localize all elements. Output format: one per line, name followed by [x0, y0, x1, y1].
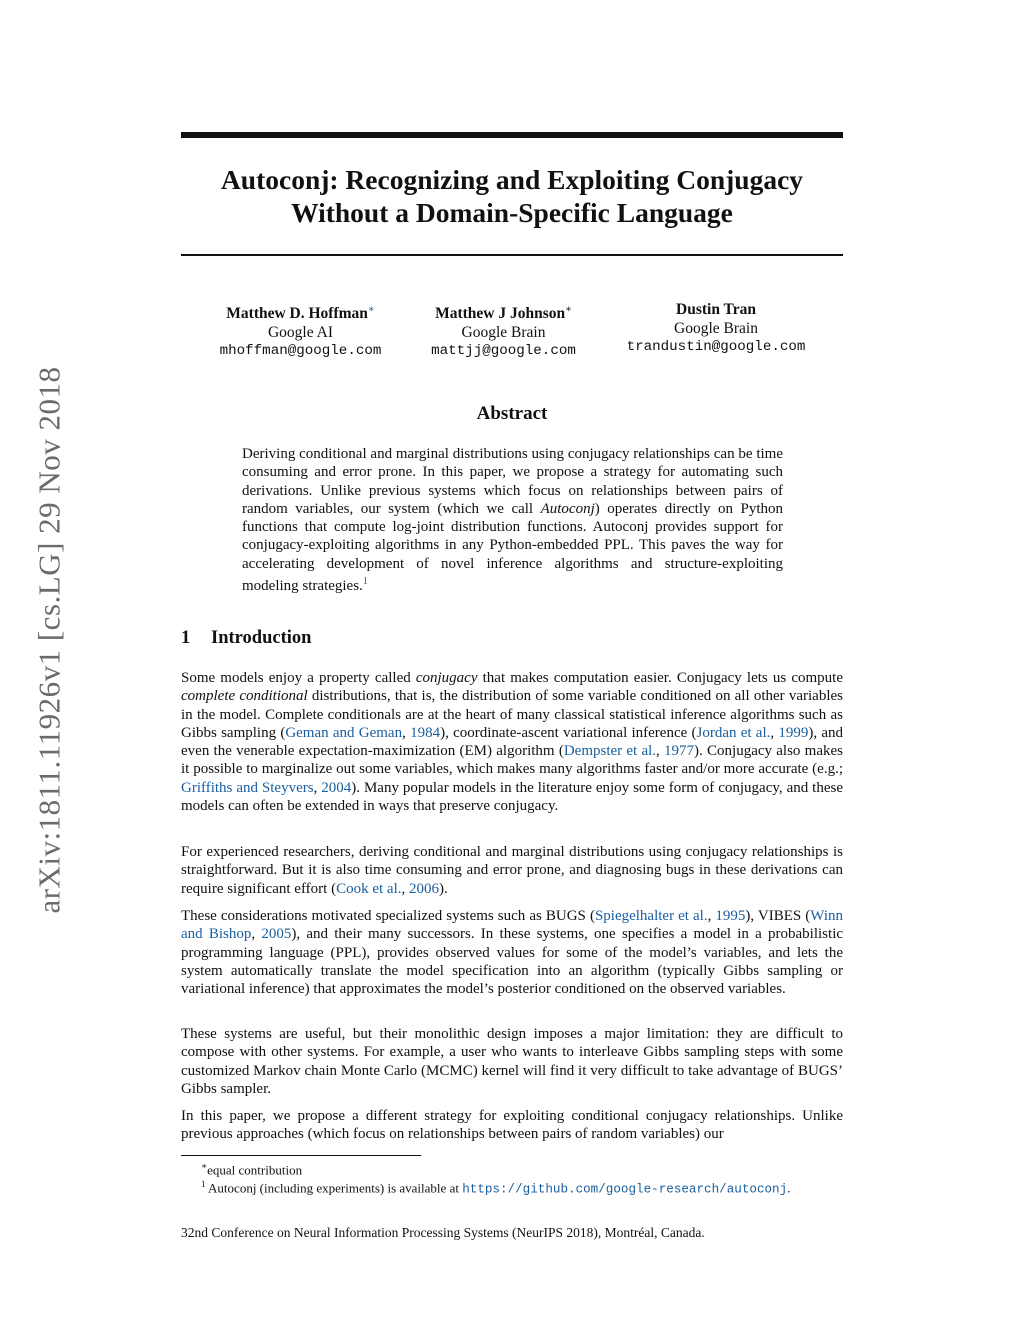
author-name: Dustin Tran	[676, 301, 756, 318]
section-heading-introduction	[181, 628, 311, 649]
author-tran	[611, 300, 821, 357]
author-email: mattjj@google.com	[431, 343, 576, 360]
citation-year-link[interactable]: 1999	[778, 724, 809, 741]
citation-link[interactable]: Dempster et al.	[563, 743, 657, 760]
author-name: Matthew J Johnson∗	[435, 304, 572, 323]
citation-year-link[interactable]: 2005	[261, 926, 292, 943]
author-johnson	[406, 300, 601, 361]
citation-year-link[interactable]: 1995	[715, 908, 746, 924]
citation-link[interactable]: Jordan et al.	[696, 724, 771, 741]
abstract-body: Deriving conditional and marginal distributions using conjugacy relationships can be time consuming and error prone. In this paper, we propose a strategy for automating such derivations. Unlike previous systems which focus on relationships between pairs of random variables, our system (which we call Autoconj) operates directly on Python functions that compute log-joint distribution functions. Autoconj provides support for conjugacy-exploiting algorithms in any Python-embedded PPL. This paves the way for accelerating development of novel inference algorithms and structure-exploiting modeling strategies.$^1$	[242, 446, 783, 595]
citation-year-link[interactable]: 1984	[410, 724, 441, 741]
paper-title	[181, 163, 843, 229]
section-number: 1	[181, 628, 191, 648]
equal-contribution-mark: ∗	[367, 304, 375, 315]
footnote-ref-1[interactable]: 1	[362, 576, 368, 588]
citation-year-link[interactable]: 2004	[321, 779, 352, 796]
author-hoffman	[203, 300, 398, 361]
arxiv-stamp	[30, 330, 70, 950]
equal-contribution-mark: ∗	[565, 304, 572, 315]
footnote-code-availability: $^1$ Autoconj (including experiments) is available at https://github.com/google-research/autoconj.	[201, 1179, 791, 1197]
title-rule-top	[181, 132, 843, 138]
citation-link[interactable]: Griffiths and Steyvers	[181, 779, 314, 796]
author-affiliation: Google AI	[267, 324, 333, 342]
author-email: trandustin@google.com	[626, 339, 806, 355]
citation-year-link[interactable]: 1977	[664, 743, 695, 760]
citation-link[interactable]: Spiegelhalter et al.	[594, 908, 708, 924]
section-title: Introduction	[211, 628, 312, 648]
author-affiliation: Google Brain	[674, 320, 758, 337]
citation-link[interactable]: Winn and Bishop	[181, 908, 844, 943]
author-email: mhoffman@google.com	[219, 343, 382, 360]
author-name: Matthew D. Hoffman∗	[226, 304, 375, 323]
intro-paragraph-2: For experienced researchers, deriving conditional and marginal distributions using conjugacy relationships is straightforward. But it is also time consuming and error prone, and diagnosing bugs in these derivations can require significant effort (Cook et al., 2006).	[181, 844, 843, 897]
arxiv-stamp-text: arXiv:1811.11926v1 [cs.LG] 29 Nov 2018	[32, 366, 68, 914]
intro-paragraph-1: Some models enjoy a property called conjugacy that makes computation easier. Conjugacy lets us compute complete conditional distributions, that is, the distribution of some variable conditioned on all other variables in the model. Complete conditionals are at the heart of many classical statistical inference algorithms such as Gibbs sampling (Geman and Geman, 1984), coordinate-ascent variational inference (Jordan et al., 1999), and even the venerable expectation-maximization (EM) algorithm (Dempster et al., 1977). Conjugacy also makes it possible to marginalize out some variables, which makes many algorithms faster and/or more accurate (e.g.; Griffiths and Steyvers, 2004). Many popular models in the literature enjoy some form of conjugacy, and these models can often be extended in ways that preserve conjugacy.	[181, 670, 844, 815]
author-affiliation: Google Brain	[461, 324, 546, 342]
footnote-rule	[181, 1155, 421, 1156]
code-url-link[interactable]: https://github.com/google-research/autoconj	[462, 1182, 788, 1197]
citation-year-link[interactable]: 2006	[408, 880, 439, 897]
intro-paragraph-4: These systems are useful, but their monolithic design imposes a major limitation: they are difficult to compose with other systems. For example, a user who wants to interleave Gibbs sampling steps with some customized Markov chain Monte Carlo (MCMC) kernel will find it very difficult to take advantage of BUGS’ Gibbs sampler.	[181, 1026, 843, 1097]
intro-paragraph-3: These considerations motivated specialized systems such as BUGS (Spiegelhalter et al., 1995), VIBES (Winn and Bishop, 2005), and their many successors. In these systems, one specifies a model in a probabilistic programming language (PPL), provides observed values for some of the model’s variables, and lets the system automatically translate the model specification into an algorithm (typically Gibbs sampling or variational inference) that approximates the model’s posterior conditioned on the observed variables.	[181, 908, 844, 998]
conference-venue: 32nd Conference on Neural Information Processing Systems (NeurIPS 2018), Montréal, Canada.	[181, 1225, 705, 1240]
footnote-mark: ∗	[201, 1161, 208, 1171]
author-block	[181, 300, 843, 370]
citation-link[interactable]: Geman and Geman	[285, 724, 403, 741]
intro-paragraph-5: In this paper, we propose a different strategy for exploiting conditional conjugacy relationships. Unlike previous approaches (which focus on relationships between pairs of random variables) our	[181, 1108, 843, 1143]
paper-title-line-1: Autoconj: Recognizing and Exploiting Conjugacy	[220, 164, 804, 195]
abstract-heading: Abstract	[476, 403, 548, 424]
paper-title-line-2: Without a Domain-Specific Language	[291, 197, 733, 228]
footnote-equal-contribution: ∗equal contribution	[201, 1161, 303, 1178]
citation-link[interactable]: Cook et al.	[336, 880, 402, 897]
title-rule-bottom	[181, 254, 843, 256]
footnote-mark: 1	[201, 1179, 206, 1189]
